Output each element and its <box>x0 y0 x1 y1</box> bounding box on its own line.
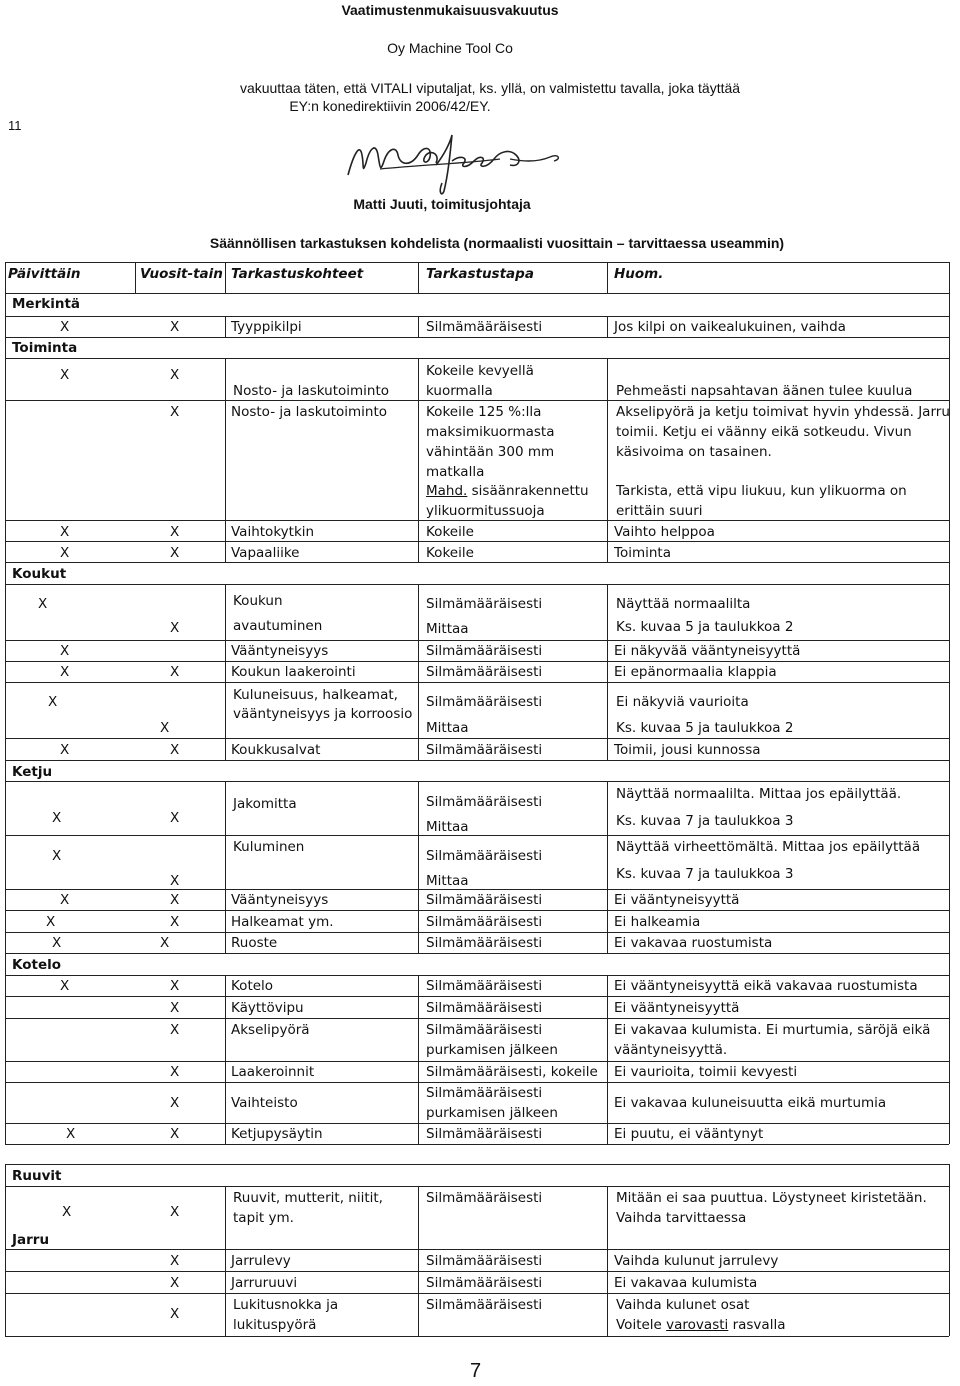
method-jakomitta-a: Silmämääräisesti <box>426 794 543 810</box>
item-nosto-1: Nosto- ja laskutoiminto <box>233 383 390 399</box>
col-header-yearly: Vuosit-tain <box>140 266 223 282</box>
note-akselipyora-a: Ei vakavaa kulumista. Ei murtumia, säröjä eikä <box>614 1022 931 1038</box>
method-kayttovipu: Silmämääräisesti <box>426 1000 543 1016</box>
method-nosto-1a: Kokeile kevyellä <box>426 363 534 379</box>
yearly-mark: X <box>170 1022 180 1038</box>
method-nosto-2b: maksimikuormasta <box>426 424 555 440</box>
method-vaihteisto-a: Silmämääräisesti <box>426 1085 543 1101</box>
note-nosto-2e: erittäin suuri <box>616 503 703 519</box>
note-kuluminen-b: Ks. kuvaa 7 ja taulukkoa 3 <box>616 866 794 882</box>
yearly-mark: X <box>170 978 180 994</box>
method-nosto-2f: ylikuormitussuoja <box>426 503 545 519</box>
note-jarrulevy: Vaihda kulunut jarrulevy <box>614 1253 779 1269</box>
section-jarru: Jarru <box>12 1232 50 1248</box>
method-koukun-b: Mittaa <box>426 621 469 637</box>
method-koukun-laakerointi: Silmämääräisesti <box>426 664 543 680</box>
daily-mark: X <box>38 596 48 612</box>
note-laakeroinnit: Ei vaurioita, toimii kevyesti <box>614 1064 798 1080</box>
method-kuluneisuus-a: Silmämääräisesti <box>426 694 543 710</box>
note-koukku-vaantyneisyys: Ei näkyvää vääntyneisyyttä <box>614 643 801 659</box>
note-vapaaliike: Toiminta <box>614 545 671 561</box>
yearly-mark: X <box>170 1064 180 1080</box>
daily-mark: X <box>52 810 62 826</box>
yearly-mark: X <box>170 742 180 758</box>
method-koukku-vaantyneisyys: Silmämääräisesti <box>426 643 543 659</box>
method-jakomitta-b: Mittaa <box>426 819 469 835</box>
method-vaihteisto-b: purkamisen jälkeen <box>426 1105 558 1121</box>
daily-mark: X <box>60 545 70 561</box>
method-nosto-2a: Kokeile 125 %:lla <box>426 404 542 420</box>
yearly-mark: X <box>170 873 180 889</box>
yearly-mark: X <box>170 892 180 908</box>
yearly-mark: X <box>170 1204 180 1220</box>
item-koukun-a: Koukun <box>233 593 283 609</box>
method-ketjupysaytin: Silmämääräisesti <box>426 1126 543 1142</box>
daily-mark: X <box>52 935 62 951</box>
method-kuluneisuus-b: Mittaa <box>426 720 469 736</box>
note-ruuvit-a: Mitään ei saa puuttua. Löystyneet kiristetään. <box>616 1190 927 1206</box>
signature-image <box>340 125 570 200</box>
item-vaihtokytkin: Vaihtokytkin <box>231 524 315 540</box>
method-kuluminen-a: Silmämääräisesti <box>426 848 543 864</box>
col-header-method: Tarkastustapa <box>426 266 534 282</box>
method-jarrulevy: Silmämääräisesti <box>426 1253 543 1269</box>
note-lukitusnokka-b3: rasvalla <box>728 1317 786 1333</box>
note-nosto-2a: Akselipyörä ja ketju toimivat hyvin yhdessä. Jarru <box>616 404 950 420</box>
method-akselipyora-b: purkamisen jälkeen <box>426 1042 558 1058</box>
item-lukitusnokka-b: lukituspyörä <box>233 1317 317 1333</box>
table-caption: Säännöllisen tarkastuksen kohdelista (normaalisti vuosittain – tarvittaessa useammin) <box>209 235 785 251</box>
daily-mark: X <box>60 892 70 908</box>
note-lukitusnokka-b2: varovasti <box>666 1317 729 1333</box>
method-kuluminen-b: Mittaa <box>426 873 469 889</box>
daily-mark: X <box>62 1204 72 1220</box>
method-laakeroinnit: Silmämääräisesti, kokeile <box>426 1064 598 1080</box>
note-jarruruuvi: Ei vakavaa kulumista <box>614 1275 758 1291</box>
daily-mark: X <box>60 319 70 335</box>
yearly-mark: X <box>170 524 180 540</box>
item-ruuvit-b: tapit ym. <box>233 1210 294 1226</box>
item-kuluneisuus-a: Kuluneisuus, halkeamat, <box>233 687 398 703</box>
item-ketjupysaytin: Ketjupysäytin <box>231 1126 323 1142</box>
yearly-mark: X <box>170 1095 180 1111</box>
item-koukun-laakerointi: Koukun laakerointi <box>231 664 356 680</box>
note-ketjupysaytin: Ei puutu, ei vääntynyt <box>614 1126 764 1142</box>
item-koukku-vaantyneisyys: Vääntyneisyys <box>231 643 329 659</box>
note-vaihteisto: Ei vakavaa kuluneisuutta eikä murtumia <box>614 1095 887 1111</box>
method-nosto-2d: matkalla <box>426 464 485 480</box>
daily-mark: X <box>52 848 62 864</box>
item-ketju-vaantyneisyys: Vääntyneisyys <box>231 892 329 908</box>
yearly-mark: X <box>170 367 180 383</box>
section-koukut: Koukut <box>12 566 67 582</box>
method-akselipyora-a: Silmämääräisesti <box>426 1022 543 1038</box>
method-ruoste: Silmämääräisesti <box>426 935 543 951</box>
method-kotelo: Silmämääräisesti <box>426 978 543 994</box>
note-kayttovipu: Ei vääntyneisyyttä <box>614 1000 740 1016</box>
daily-mark: X <box>60 742 70 758</box>
yearly-mark: X <box>170 545 180 561</box>
item-jarrulevy: Jarrulevy <box>231 1253 291 1269</box>
item-tyyppikilpi: Tyyppikilpi <box>231 319 302 335</box>
daily-mark: X <box>60 524 70 540</box>
note-nosto-2b: toimii. Ketju ei väänny eikä sotkeudu. Vivun <box>616 424 912 440</box>
yearly-mark: X <box>170 810 180 826</box>
item-koukkusalvat: Koukkusalvat <box>231 742 321 758</box>
note-jakomitta-a: Näyttää normaalilta. Mittaa jos epäilyttää. <box>616 786 902 802</box>
method-nosto-2e <box>426 481 589 501</box>
item-kuluminen: Kuluminen <box>233 839 305 855</box>
col-header-note: Huom. <box>614 266 664 282</box>
note-ruuvit-b: Vaihda tarvittaessa <box>616 1210 747 1226</box>
method-lukitusnokka: Silmämääräisesti <box>426 1297 543 1313</box>
signer-name: Matti Juuti, toimitusjohtaja <box>353 196 531 212</box>
note-vaihtokytkin: Vaihto helppoa <box>614 524 715 540</box>
note-kuluneisuus-a: Ei näkyviä vaurioita <box>616 694 749 710</box>
method-nosto-2e-rest: sisäänrakennettu <box>467 483 589 499</box>
method-nosto-1b: kuormalla <box>426 383 493 399</box>
daily-mark: X <box>60 367 70 383</box>
item-akselipyora: Akselipyörä <box>231 1022 310 1038</box>
yearly-mark: X <box>170 1000 180 1016</box>
yearly-mark: X <box>170 664 180 680</box>
daily-mark: X <box>66 1126 76 1142</box>
statement-line-1: vakuuttaa täten, että VITALI viputaljat, ks. yllä, on valmistettu tavalla, joka täyttää <box>239 80 741 96</box>
yearly-mark: X <box>170 319 180 335</box>
yearly-mark: X <box>160 720 170 736</box>
note-kotelo: Ei vääntyneisyyttä eikä vakavaa ruostumista <box>614 978 918 994</box>
item-vapaaliike: Vapaaliike <box>231 545 300 561</box>
method-jarruruuvi: Silmämääräisesti <box>426 1275 543 1291</box>
yearly-mark: X <box>170 404 180 420</box>
method-nosto-2c: vähintään 300 mm <box>426 444 555 460</box>
note-kuluminen-a: Näyttää virheettömältä. Mittaa jos epäilyttää <box>616 839 921 855</box>
item-nosto-2: Nosto- ja laskutoiminto <box>231 404 388 420</box>
note-lukitusnokka-a: Vaihda kulunet osat <box>616 1297 750 1313</box>
section-toiminta: Toiminta <box>12 340 78 356</box>
note-lukitusnokka-b1: Voitele <box>616 1317 667 1333</box>
item-halkeamat: Halkeamat ym. <box>231 914 334 930</box>
yearly-mark: X <box>170 1126 180 1142</box>
note-kuluneisuus-b: Ks. kuvaa 5 ja taulukkoa 2 <box>616 720 794 736</box>
col-header-daily: Päivittäin <box>8 266 81 282</box>
daily-mark: X <box>48 694 58 710</box>
daily-mark: X <box>46 914 56 930</box>
method-ketju-vaantyneisyys: Silmämääräisesti <box>426 892 543 908</box>
section-ruuvit: Ruuvit <box>12 1168 62 1184</box>
statement-line-2: EY:n konedirektiivin 2006/42/EY. <box>289 98 491 114</box>
note-akselipyora-b: vääntyneisyyttä. <box>614 1042 728 1058</box>
method-koukun-a: Silmämääräisesti <box>426 596 543 612</box>
item-lukitusnokka-a: Lukitusnokka ja <box>233 1297 339 1313</box>
method-halkeamat: Silmämääräisesti <box>426 914 543 930</box>
note-ruoste: Ei vakavaa ruostumista <box>614 935 773 951</box>
note-koukun-laakerointi: Ei epänormaalia klappia <box>614 664 777 680</box>
method-nosto-2e-abbr: Mahd. <box>426 483 468 499</box>
yearly-mark: X <box>170 914 180 930</box>
yearly-mark: X <box>160 935 170 951</box>
page-number: 7 <box>470 1360 482 1382</box>
yearly-mark: X <box>170 1275 180 1291</box>
yearly-mark: X <box>170 620 180 636</box>
note-koukun-a: Näyttää normaalilta <box>616 596 751 612</box>
note-jakomitta-b: Ks. kuvaa 7 ja taulukkoa 3 <box>616 813 794 829</box>
item-jarruruuvi: Jarruruuvi <box>231 1275 298 1291</box>
section-kotelo: Kotelo <box>12 957 62 973</box>
method-vaihtokytkin: Kokeile <box>426 524 474 540</box>
daily-mark: X <box>60 664 70 680</box>
item-vaihteisto: Vaihteisto <box>231 1095 298 1111</box>
method-koukkusalvat: Silmämääräisesti <box>426 742 543 758</box>
section-merkinta: Merkintä <box>12 296 81 312</box>
item-jakomitta: Jakomitta <box>233 796 297 812</box>
yearly-mark: X <box>170 1253 180 1269</box>
item-koukun-b: avautuminen <box>233 618 323 634</box>
note-nosto-2c: käsivoima on tasainen. <box>616 444 772 460</box>
section-ketju: Ketju <box>12 764 53 780</box>
daily-mark: X <box>60 978 70 994</box>
col-header-items: Tarkastuskohteet <box>231 266 364 282</box>
note-lukitusnokka-b <box>616 1315 785 1335</box>
company-name: Oy Machine Tool Co <box>387 40 513 56</box>
method-vapaaliike: Kokeile <box>426 545 474 561</box>
method-tyyppikilpi: Silmämääräisesti <box>426 319 543 335</box>
item-kayttovipu: Käyttövipu <box>231 1000 304 1016</box>
note-tyyppikilpi: Jos kilpi on vaikealukuinen, vaihda <box>614 319 846 335</box>
item-kuluneisuus-b: vääntyneisyys ja korroosio <box>233 706 413 722</box>
note-nosto-1: Pehmeästi napsahtavan äänen tulee kuulua <box>616 383 913 399</box>
item-kotelo: Kotelo <box>231 978 274 994</box>
daily-mark: X <box>60 643 70 659</box>
document-title: Vaatimustenmukaisuusvakuutus <box>341 2 559 18</box>
note-ketju-vaantyneisyys: Ei vääntyneisyyttä <box>614 892 740 908</box>
method-ruuvit: Silmämääräisesti <box>426 1190 543 1206</box>
note-nosto-2d: Tarkista, että vipu liukuu, kun ylikuorma on <box>616 483 907 499</box>
note-koukun-b: Ks. kuvaa 5 ja taulukkoa 2 <box>616 619 794 635</box>
note-koukkusalvat: Toimii, jousi kunnossa <box>614 742 761 758</box>
item-ruoste: Ruoste <box>231 935 278 951</box>
item-laakeroinnit: Laakeroinnit <box>231 1064 315 1080</box>
yearly-mark: X <box>170 1306 180 1322</box>
side-number: 11 <box>8 118 22 133</box>
item-ruuvit-a: Ruuvit, mutterit, niitit, <box>233 1190 383 1206</box>
note-halkeamat: Ei halkeamia <box>614 914 701 930</box>
